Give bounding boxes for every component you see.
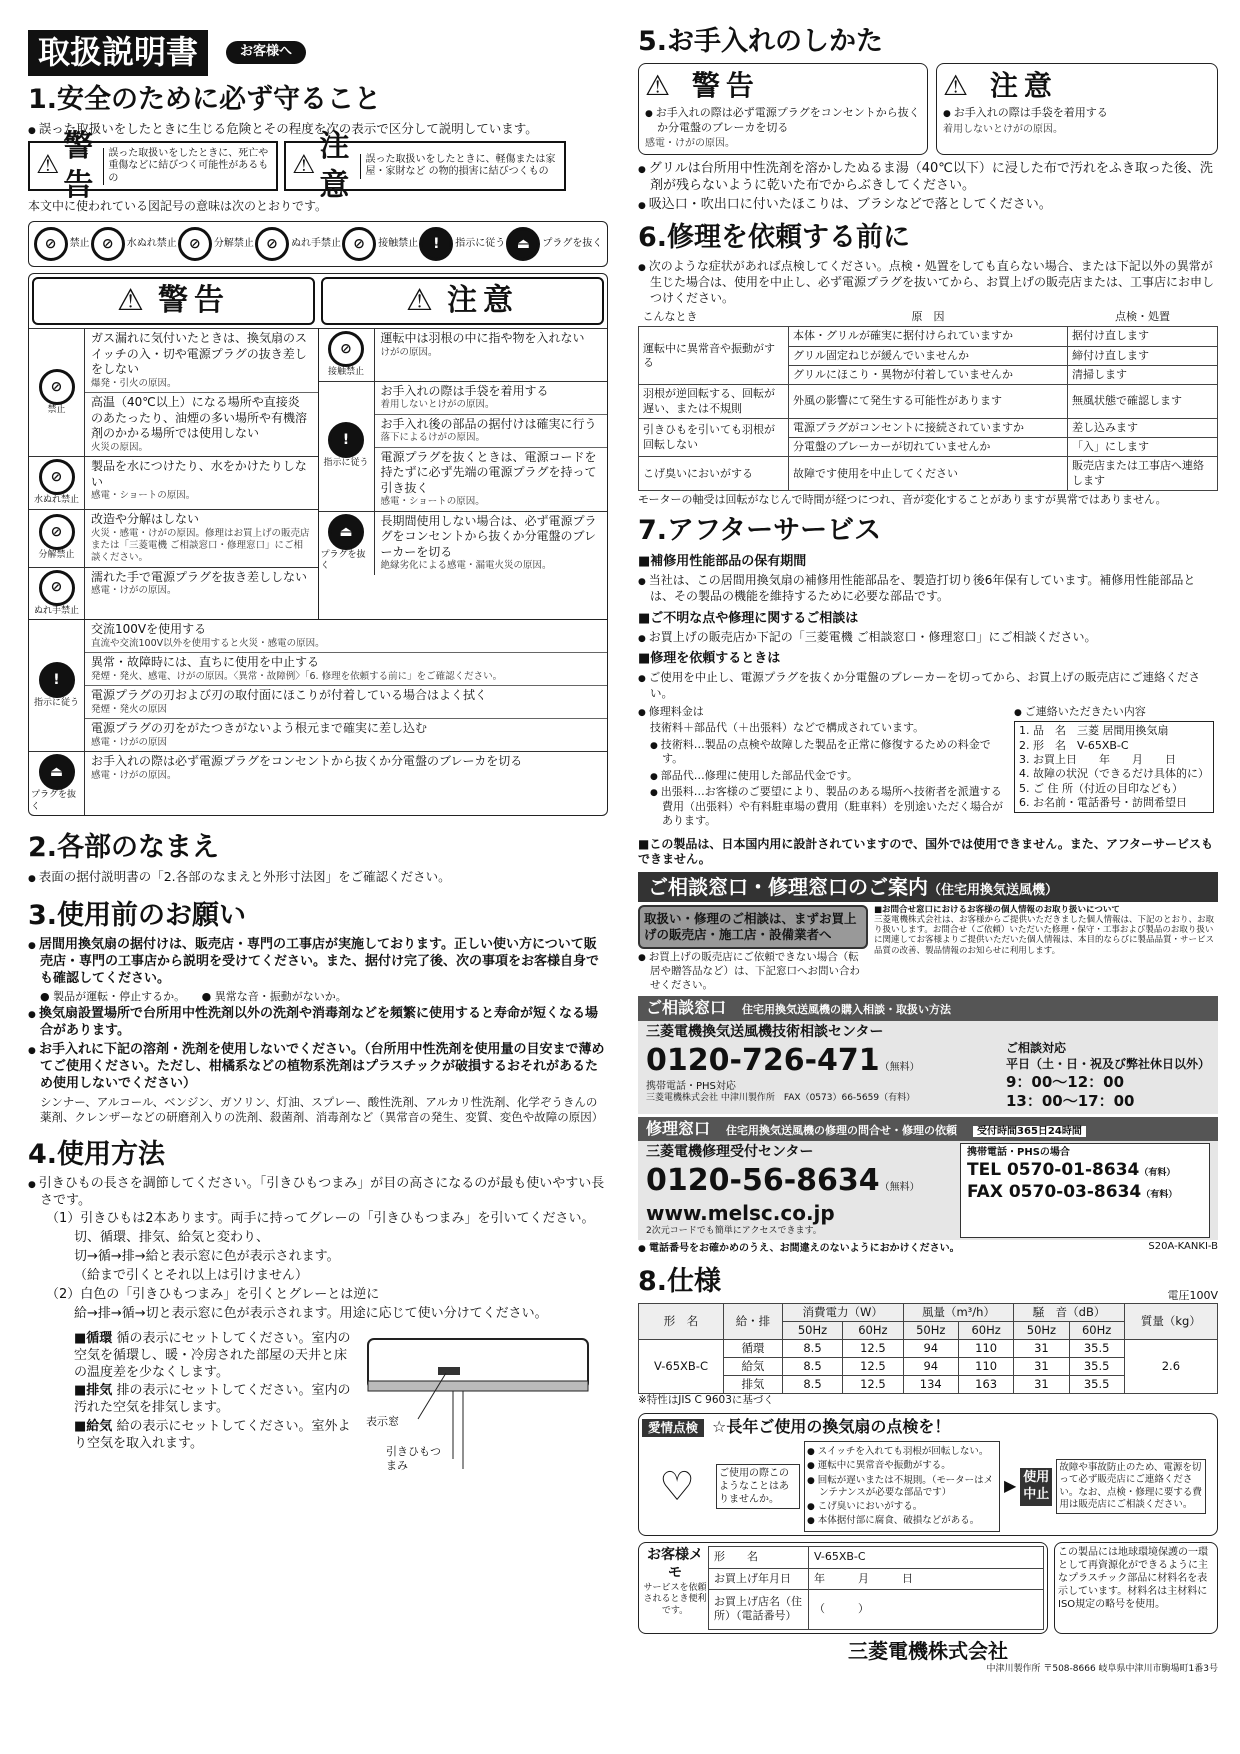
warning-header-icon: ⚠	[117, 283, 150, 319]
table-row: グリルにほこり・異物が付着していませんか 清掃します	[639, 366, 1218, 385]
table-row: こげ臭いにおいがする 故障です使用を中止してください 販売店または工事店へ連絡します	[639, 457, 1218, 491]
troubleshooting-table: こんなとき 原 因 点検・処置 運転中に異常音や振動がする 本体・グリルが確実に据付けられていますか 据付け直します グリル固定ねじが緩んでいませんか 締付け直します グリルにほこり・異物が付着していませんか 清掃します 羽根が逆回転する、回転が遅い、または不規則 外風の影響にて発生する可能性があります 無風状態で確認します 引きひもを引いても羽根が回転しない 電源プラグがコンセントに接続されていますか 差し込みます 分電盤のブレーカーが切れていませんか 「入」にします こげ臭いにおいがする 故障です使用を中止してください 販売店または工事店へ連絡します	[638, 308, 1218, 491]
doc-id: S20A-KANKI-B	[1148, 1241, 1218, 1253]
s7-h2: ■ ご不明な点や修理に関するご相談は	[638, 611, 1218, 628]
s5-b1: ● グリルは台所用中性洗剤を溶かしたぬるま湯（40℃以下）に浸した布で汚れをふき取った後、洗剤が残らないように乾いた布でからぶきしてください。	[638, 161, 1218, 195]
s6-intro: ● 次のような症状があれば点検してください。点検・処置をしても直らない場合、または下記以外の異常が生じた場合は、使用を中止し、必ず電源プラグを抜いてから、お買上げの販売店または、工事店にお申しつけください。	[638, 259, 1218, 306]
unplug-symbol: ⏏ プラグを抜く	[506, 227, 602, 261]
s2-text: ● 表面の据付説明書の「2.各部のなまえと外形寸法図」をご確認ください。	[28, 869, 608, 886]
table-row: グリル固定ねじが緩んでいませんか 締付け直します	[639, 346, 1218, 365]
s3-b1-notes: ● 製品が運転・停止するか。 ● 異常な音・振動がないか。	[40, 989, 347, 1003]
warning-group-no-disassembly: ⊘ 分解禁止 改造や分解はしない 火災・感電・けがの原因。修理はお買上げの販売店または「三菱電機 ご相談窓口・修理窓口」にご相談ください。	[29, 509, 318, 567]
warning-legend	[28, 129, 278, 204]
warning-item: 電源プラグの刃をがたつきがないよう根元まで確実に差し込む 感電・けがの原因	[91, 721, 428, 748]
voltage-note: 電圧100V	[1167, 1288, 1218, 1302]
s6-footer: モーターの軸受は回転がなじんで時間が経つにつれ、音が変化することがありますが異常ではありません。	[638, 493, 1167, 507]
s3-b2: ● 換気扇設置場所で台所用中性洗剤以外の洗剤や消毒剤などを頻繁に使用すると寿命が短くなる場合があります。	[28, 1006, 608, 1040]
warning-group-no-wet-hands: ⊘ ぬれ手禁止 濡れた手で電源プラグを抜き差ししない 感電・けがの原因。	[29, 567, 318, 620]
caution-group-no-touch: ⊘ 接触禁止 運転中は羽根の中に指や物を入れない けがの原因。	[319, 328, 608, 381]
s4-seq1: 切→循→排→給と表示窓に色が表示されます。	[74, 1249, 340, 1265]
section-2-title: 2.各部のなまえ	[28, 832, 220, 864]
warning-group-unplug: ⏏ プラグを抜く お手入れの際は必ず電源プラグをコンセントから抜くか分電盤のブレーカを切る 感電・けがの原因。	[29, 751, 607, 815]
consult-center-box: 三菱電機換気送風機技術相談センター 0120-726-471（無料） 携帯電話・PHS対応 三菱電機株式会社 中津川製作所 FAX（0573）66-5659（有料） ご相談対応 平日（土・日・祝及び弊社休日以外） 9：00〜12：00 13：00〜17：00	[638, 1021, 1218, 1113]
caution-triangle-icon: ⚠	[292, 150, 316, 181]
warning-items	[29, 328, 319, 619]
display-window-label: 表示窓	[366, 1414, 399, 1428]
consult-phone: 0120-726-471	[646, 1043, 880, 1079]
exclamation-icon: !	[39, 662, 75, 698]
warning-header: ⚠ 警告	[32, 277, 315, 325]
section-3-title: 3.使用前のお願い	[28, 900, 247, 932]
no-water-icon: ⊘	[39, 459, 75, 495]
section-4-title: 4.使用方法	[28, 1138, 166, 1170]
table-row: 引きひもを引いても羽根が回転しない 電源プラグがコンセントに接続されていますか 差し込みます	[639, 418, 1218, 437]
s3-b3: ● お手入れに下記の溶剤・洗剤を使用しないでください。（台所用中性洗剤を使用量の目安まで薄めてご使用ください。ただし、柑橘系などの植物系洗剤はプラスチックが破損するおそれがあるため使用しないでください）	[28, 1042, 608, 1093]
warning-item: 異常・故障時には、直ちに使用を中止する 発煙・発火、感電、けがの原因。〈異常・故障例〉「6. 修理を依頼する前に」をご確認ください。	[85, 653, 607, 686]
warning-item: 電源プラグの刃および刃の取付面にほこりが付着している場合はよく拭く 発煙・発火の原因	[85, 686, 607, 719]
contact-info-list: ● ご連絡いただきたい内容 1. 品 名 三菱 居間用換気扇 2. 形 名 V-65XB-C 3. お買上日 年 月 日 4. 故障の状況（できるだけ具体的に） 5. ご 住 所（付近の目印なども） 6. お名前・電話番号・訪問希望日	[1014, 703, 1214, 831]
unplug-icon: ⏏	[39, 754, 75, 790]
repair-phone: 0120-56-8634	[646, 1163, 880, 1199]
caution-triangle-icon: ⚠	[943, 69, 975, 103]
warning-triangle-icon: ⚠	[645, 69, 677, 103]
section-5-title: 5.お手入れのしかた	[638, 26, 884, 57]
warning-item: ガス漏れに気付いたときは、換気扇のスイッチの入・切や電源プラグの抜き差しをしない 爆発・引火の原因。	[85, 329, 318, 393]
warning-item: 濡れた手で電源プラグを抜き差ししない 感電・けがの原因。	[91, 569, 308, 597]
heart-plug-icon: ♡	[659, 1463, 695, 1510]
no-touch-icon: ⊘	[328, 331, 364, 367]
table-row: 羽根が逆回転する、回転が遅い、または不規則 外風の影響にて発生する可能性があります 無風状態で確認します	[639, 385, 1218, 419]
caution-item: 電源プラグを抜くときは、電源コードを持たずに必ず先端の電源プラグを持って引き抜く 感電・ショートの原因。	[380, 449, 597, 508]
s4-p2: （2）白色の「引きひもつまみ」を引くとグレーとは逆に	[46, 1286, 380, 1302]
caution-item: 長期間使用しない場合は、必ず電源プラグをコンセントから抜くか分電盤のブレーカーを切る 絶縁劣化による感電・漏電火災の原因。	[380, 513, 597, 572]
no-water-symbol: ⊘ 水ぬれ禁止	[91, 227, 177, 261]
inspection-title: ☆長年ご使用の換気扇の点検を！	[712, 1417, 951, 1437]
s7-t3: ● ご使用を中止し、電源プラグを抜くか分電盤のブレーカーを切ってから、お買上げの販売店にご連絡ください。	[638, 670, 1218, 701]
symbols-intro: 本文中に使われている図記号の意味は次のとおりです。	[28, 199, 328, 214]
mode-circulate-text: 循の表示にセットしてください。室内の空気を循環し、暖・冷房された部屋の天井と床の温度差を少なくします。	[74, 1330, 351, 1380]
caution-group-unplug: ⏏ プラグを抜く 長期間使用しない場合は、必ず電源プラグをコンセントから抜くか分電盤のブレーカーを切る 絶縁劣化による感電・漏電火災の原因。	[319, 511, 608, 575]
no-wet-hands-icon: ⊘	[39, 570, 75, 606]
mode-exhaust-heading: ■排気	[74, 1383, 113, 1399]
stop-use-label: 使用中止	[1020, 1468, 1052, 1506]
repair-center-box: 三菱電機修理受付センター 0120-56-8634（無料） www.melsc.co.jp 2次元コードでも簡単にアクセスできます。 携帯電話・PHSの場合 TEL 0570-01-8634（有料） FAX 0570-03-8634（有料）	[638, 1141, 1218, 1240]
care-warning-box: ⚠ 警告 ● お手入れの際は必ず電源プラグをコンセントから抜くか分電盤のブレーカを切る 感電・けがの原因。	[638, 63, 928, 155]
company-name: 三菱電機株式会社	[848, 1638, 1008, 1663]
caution-header-icon: ⚠	[406, 283, 439, 319]
table-row: 分電盤のブレーカーが切れていませんか 「入」にします	[639, 438, 1218, 457]
section-6-title: 6.修理を依頼する前に	[638, 222, 911, 254]
company-address: 中津川製作所 〒508-8666 岐阜県中津川市駒場町1番3号	[986, 1663, 1218, 1674]
caution-item: お手入れ後の部品の据付けは確実に行う 落下によるけがの原因。	[375, 415, 608, 448]
unplug-icon: ⏏	[506, 227, 540, 261]
inspection-label: 愛情点検	[642, 1419, 704, 1437]
inspection-box: 愛情点検 ☆長年ご使用の換気扇の点検を！ ♡ ご使用の際このようなことはありませんか。 ● スイッチを入れても羽根が回転しない。 ● 運転中に異常音や振動がする。 ● 回転が遅いまたは不規則。（モーターはメンテナンスが必要な部品です） ● こげ臭いにおいがする。 ● 本体据付部に腐食、破損などがある。 ▶ 使用中止 故障や事故防止のため、電源を切って必ず販売店にご連絡ください。なお、点検・修理に要する費用は販売店にご相談ください。	[638, 1413, 1218, 1536]
store-note: ● お買上げの販売店にご依頼できない場合（転居や贈答品など）は、下記窓口へお問い合わせください。	[638, 951, 868, 992]
warning-triangle-icon: ⚠	[36, 150, 60, 181]
caution-desc: 誤った取扱いをしたときに、軽傷または家屋・家財など の物的損害に結びつくもの	[360, 154, 558, 179]
caution-legend	[284, 129, 566, 204]
no-disassembly-symbol: ⊘ 分解禁止	[178, 227, 254, 261]
warning-item: 交流100Vを使用する 直流や交流100V以外を使用すると火災・感電の原因。	[85, 620, 607, 653]
s3-b1: ● 居間用換気扇の据付けは、販売店・専門の工事店が実施しております。正しい使い方について販売店・専門の工事店から説明を受けてください。また、据付け完了後、次の事項をお客様自身でも確認してください。	[28, 937, 608, 988]
caution-item: 運転中は羽根の中に指や物を入れない けがの原因。	[380, 330, 585, 358]
section-1-title: 1.安全のために必ず守ること	[28, 83, 382, 115]
no-disassembly-icon: ⊘	[39, 514, 75, 550]
eco-note: この製品には地球環境保護の一環として再資源化ができるように主なプラスチック部品に材料名を表示しています。材料名は主材料にISO規定の略号を使用。	[1054, 1542, 1218, 1634]
no-wet-hands-symbol: ⊘ ぬれ手禁止	[255, 227, 341, 261]
warning-item: お手入れの際は必ず電源プラグをコンセントから抜くか分電盤のブレーカを切る 感電・けがの原因。	[91, 753, 523, 781]
s7-t2: ● お買上げの販売店か下記の「三菱電機 ご相談窓口・修理窓口」にご相談ください。	[638, 630, 1218, 646]
s5-b2: ● 吸込口・吹出口に付いたほこりは、ブラシなどで落としてください。	[638, 197, 1218, 214]
repair-band: 修理窓口 住宅用換気送風機の修理の問合せ・修理の依頼 受付時間365日24時間	[638, 1117, 1218, 1142]
warning-item: 高温（40℃以上）になる場所や直接炎のあたったり、油煙の多い場所や有機溶剤のかかる場所では使用しない 火災の原因。	[91, 395, 308, 453]
s4-p1: （1）引きひもは2本あります。両手に持ってグレーの「引きひもつまみ」を引いてください。	[46, 1211, 595, 1227]
right-column: 5.お手入れのしかた ⚠ 警告 ● お手入れの際は必ず電源プラグをコンセントから抜くか分電盤のブレーカを切る 感電・けがの原因。 ⚠ 注意 ● お手入れの際は手袋を着用する 着用しないとけがの原因。 ● グリルは台所用中性洗剤を溶かしたぬるま湯（40℃以下）に浸した布で汚れをふき取った後、洗剤が残らないように乾いた布でからぶきしてください。 ● 吸込口・吹出口に付いたほこりは、ブラシなどで落としてください。 6.修理を依頼する前に ● 次のような症状があれば点検してください。点検・処置をしても直らない場合、または下記以外の異常が生じた場合は、使用を中止し、必ず電源プラグを抜いてから、お買上げの販売店または、工事店にお申しつけください。 こんなとき 原 因 点検・処置 運転中に異常音や振動がする 本体・グリルが確実に据付けられていますか 据付け直します グリル固定ねじが緩んでいませんか 締付け直します グリルにほこり・異物が付着していませんか 清掃します 羽根が逆回転する、回転が遅い、または不規則 外風の影響にて発生する可能性があります 無風状態で確認します 引きひもを引いても羽根が回転しない 電源プラグがコンセントに接続されていますか 差し込みます 分電盤のブレーカーが切れていませんか 「入」にします こげ臭いにおいがする 故障です使用を中止してください 販売店または工事店へ連絡します モーターの軸受は回転がなじんで時間が経つにつれ、音が変化することがありますが異常ではありません。 7.アフターサービス ■ 補修用性能部品の保有期間 ● 当社は、この居間用換気扇の補修用性能部品を、製造打切り後6年保有しています。補修用性能部品とは、その製品の機能を維持するために必要な部品です。 ■ ご不明な点や修理に関するご相談は ● お買上げの販売店か下記の「三菱電機 ご相談窓口・修理窓口」にご相談ください。 ■ 修理を依頼するときは ● ご使用を中止し、電源プラグを抜くか分電盤のブレーカーを切ってから、お買上げの販売店にご連絡ください。 ● 修理料金は 技術料＋部品代（＋出張料）などで構成されています。 ● 技術料…製品の点検や故障した製品を正常に修復するための料金です。 ● 部品代…修理に使用した部品代金です。 ● 出張料…お客様のご要望により、製品のある場所へ技術者を派遣する費用（出張料）や有料駐車場の費用（駐車料）を別途いただく場合があります。 ● ご連絡いただきたい内容 1. 品 名 三菱 居間用換気扇 2. 形 名 V-65XB-C 3. お買上日 年 月 日 4. 故障の状況（できるだけ具体的に） 5. ご 住 所（付近の目印なども） 6. お名前・電話番号・訪問希望日 ■ この製品は、日本国内用に設計されていますので、国外では使用できません。また、アフターサービスもできません。 ご相談窓口・修理窓口のご案内（住宅用換気送風機） 取扱い・修理のご相談は、まずお買上げの販売店・施工店・設備業者へ ● お買上げの販売店にご依頼できない場合（転居や贈答品など）は、下記窓口へお問い合わせください。 ■お問合せ窓口におけるお客様の個人情報のお取り扱いについて 三菱電機株式会社は、お客様からご提供いただきました個人情報は、下記のとおり、お取り扱いします。お問合せ（ご依頼）いただいた修理・保守・工事および製品のお取り扱いに関連してお客様よりご提供いただいた個人情報は、本目的ならびに製品品質・サービス品質の改善、製品情報のお知らせに利用します。 ご相談窓口 住宅用換気送風機の購入相談・取扱い方法 三菱電機換気送風機技術相談センター 0120-726-471（無料） 携帯電話・PHS対応 三菱電機株式会社 中津川製作所 FAX（0573）66-5659（有料） ご相談対応 平日（土・日・祝及び弊社休日以外） 9：00〜12：00 13：00〜17：00 修理窓口 住宅用換気送風機の修理の問合せ・修理の依頼 受付時間365日24時間 三菱電機修理受付センター 0120-56-8634（無料） www.melsc.co.jp 2次元コードでも簡単にアクセスできます。 携帯電話・PHSの場合 TEL 0570-01-8634（有料） FAX 0570-03-8634（有料） ● 電話番号をお確かめのうえ、お間違えのないようにおかけください。 S20A-KANKI-B 8.仕様 電圧100V 形 名 給・排 消費電力（W） 風量（m³/h） 騒 音（dB） 質量（kg） 50Hz 60Hz 50Hz 60Hz 50Hz 60Hz V-65XB-C 循環 8.5 12.5 94 110 31 35.5 2.6 給気 8.5 12.5 94 110 31 35.5 排気 8.5 12.5 134 163 31 35.5 ※特性はJIS C 9603に基づく 愛情点検 ☆長年ご使用の換気扇の点検を！ ♡ ご使用の際このようなことはありませんか。 ● スイッチを入れても羽根が回転しない。 ● 運転中に異常音や振動がする。 ● 回転が遅いまたは不規則。（モーターはメンテナンスが必要な部品です） ● こげ臭いにおいがする。 ● 本体据付部に腐食、破損などがある。 ▶ 使用中止 故障や事故防止のため、電源を切って必ず販売店にご連絡ください。なお、点検・修理に要する費用は販売店にご相談ください。 お客様メモ サービスを依頼されるとき便利です。 形 名 V-65XB-C お買上げ年月日 年 月 日 お買上げ店名（住所）（電話番号） （ ） この製品には地球環境保護の一環として再資源化ができるように主なプラスチック部品に材料名を表示しています。材料名は主材料にISO規定の略号を使用。 三菱電機株式会社 中津川製作所 〒508-8666 岐阜県中津川市駒場町1番3号	[638, 0, 1218, 1675]
mode-exhaust-text: 排の表示にセットしてください。室内の汚れた空気を排気します。	[74, 1383, 351, 1416]
warning-desc: 誤った取扱いをしたときに、死亡や重傷などに結びつく可能性があるもの	[103, 148, 270, 186]
domestic-use-note: ■ この製品は、日本国内用に設計されていますので、国外では使用できません。また、アフターサービスもできません。	[638, 837, 1218, 868]
table-row: 排気 8.5 12.5 134 163 31 35.5	[639, 1375, 1218, 1393]
ask-store-note: 取扱い・修理のご相談は、まずお買上げの販売店・施工店・設備業者へ	[638, 905, 868, 950]
table-row: 運転中に異常音や振動がする 本体・グリルが確実に据付けられていますか 据付け直します	[639, 327, 1218, 346]
section-8-title: 8.仕様	[638, 1265, 722, 1297]
warning-item: 製品を水につけたり、水をかけたりしない 感電・ショートの原因。	[91, 459, 307, 502]
s3-b3-note: シンナー、アルコール、ベンジン、ガソリン、灯油、スプレー、酸性洗剤、アルカリ性洗剤、化学ぞうきんの薬剤、クレンザーなどの研磨剤入りの洗剤、殺菌剤、消毒剤など（異常音の発生、変質、変色や故障の原因）	[40, 1094, 604, 1124]
tel-note: ● 電話番号をお確かめのうえ、お間違えのないようにおかけください。	[638, 1242, 960, 1256]
s1-intro: ● 誤った取扱いをしたときに生じる危険とその程度を次の表示で区分して説明しています。	[28, 121, 608, 138]
web-url: www.melsc.co.jp	[646, 1201, 835, 1226]
spec-table: 形 名 給・排 消費電力（W） 風量（m³/h） 騒 音（dB） 質量（kg） 50Hz 60Hz 50Hz 60Hz 50Hz 60Hz V-65XB-C 循環 8.5 12.5 94 110 31 35.5 2.6 給気 8.5 12.5 94 110 31 35.5 排気 8.5 12.5 134 163 31 35.5	[638, 1303, 1218, 1394]
privacy-notice: ■お問合せ窓口におけるお客様の個人情報のお取り扱いについて 三菱電機株式会社は、お客様からご提供いただきました個人情報は、下記のとおり、お取り扱いします。お問合せ（ご依頼）いただいた修理・保守・工事および製品のお取り扱いに関連してお客様よりご提供いただいた個人情報は、本目的ならびに製品品質・サービス品質の改善、製品情報のお知らせに利用します。	[874, 904, 1215, 956]
no-touch-symbol: ⊘ 接触禁止	[342, 227, 418, 261]
warning-label: 警告	[63, 129, 100, 204]
unplug-icon: ⏏	[328, 514, 364, 550]
exclamation-icon: !	[328, 422, 364, 458]
s4-b1: ● 引きひもの長さを調節してください。「引きひもつまみ」が目の高さになるのが最も使いやすい長さです。	[28, 1176, 608, 1210]
warning-item: 改造や分解はしない 火災・感電・けがの原因。修理はお買上げの販売店または「三菱電機 ご相談窓口・修理窓口」にご相談ください。	[91, 511, 310, 564]
mode-supply-text: 給の表示にセットしてください。室外より空気を取入れます。	[74, 1419, 351, 1452]
care-caution-box: ⚠ 注意 ● お手入れの際は手袋を着用する 着用しないとけがの原因。	[936, 63, 1218, 155]
prohibit-icon: ⊘	[39, 369, 75, 405]
symbol-legend-row	[28, 221, 608, 267]
customer-memo: お客様メモ サービスを依頼されるとき便利です。 形 名 V-65XB-C お買上げ年月日 年 月 日 お買上げ店名（住所）（電話番号） （ ）	[638, 1542, 1048, 1634]
caution-label: 注意	[319, 129, 356, 204]
caution-item: お手入れの際は手袋を着用する 着用しないとけがの原因。	[375, 382, 608, 415]
s4-seq2: 給→排→循→切と表示窓に色が表示されます。用途に応じて使い分けてください。	[74, 1305, 548, 1321]
consult-band: ご相談窓口 住宅用換気送風機の購入相談・取扱い方法	[638, 996, 1218, 1021]
exclamation-icon: !	[419, 227, 453, 261]
mode-supply-heading: ■給気	[74, 1419, 113, 1435]
warning-group-instruction: ! 指示に従う 交流100Vを使用する 直流や交流100V以外を使用すると火災・感電の原因。 異常・故障時には、直ちに使用を中止する 発煙・発火、感電、けがの原因。〈異常・故障例〉「6. 修理を依頼する前に」をご確認ください。 電源プラグの刃および刃の取付面にほこりが付着している場合はよく拭く 発煙・発火の原因 電源プラグの刃をがたつきがないよう根元まで確実に差し込む 感電・けがの原因	[29, 619, 607, 751]
prohibit-icon: ⊘	[34, 227, 68, 261]
table-row: V-65XB-C 循環 8.5 12.5 94 110 31 35.5 2.6	[639, 1339, 1218, 1357]
s4-p1c: （給まで引くとそれ以上は引けません）	[74, 1268, 309, 1284]
s4-p1b: 切、循環、排気、給気と変わり、	[74, 1230, 270, 1246]
fee-heading: ● 修理料金は	[638, 705, 1008, 720]
mode-circulate-heading: ■循環	[74, 1330, 113, 1346]
customer-badge: お客様へ	[226, 41, 306, 64]
no-water-icon: ⊘	[91, 227, 125, 261]
table-row: 給気 8.5 12.5 94 110 31 35.5	[639, 1357, 1218, 1375]
no-touch-icon: ⊘	[342, 227, 376, 261]
pull-cord-label: 引きひもつまみ	[386, 1444, 441, 1473]
fan-illustration	[358, 1329, 598, 1479]
caution-header: ⚠ 注意	[321, 277, 604, 325]
caution-group-instruction: ! 指示に従う お手入れの際は手袋を着用する 着用しないとけがの原因。 お手入れ後の部品の据付けは確実に行う 落下によるけがの原因。 電源プラグを抜くときは、電源コードを持たずに必ず先端の電源プラグを持って引き抜く 感電・ショートの原因。	[319, 381, 608, 511]
prohibit-symbol: ⊘ 禁止	[34, 227, 90, 261]
doc-title: 取扱説明書	[28, 30, 208, 76]
s7-h1: ■ 補修用性能部品の保有期間	[638, 554, 1218, 571]
severity-legend	[28, 129, 608, 204]
s7-t1: ● 当社は、この居間用換気扇の補修用性能部品を、製造打切り後6年保有しています。補修用性能部品とは、その製品の機能を維持するために必要な部品です。	[638, 573, 1218, 604]
caution-items	[319, 328, 608, 619]
no-wet-hands-icon: ⊘	[255, 227, 289, 261]
warning-group-no-water: ⊘ 水ぬれ禁止 製品を水につけたり、水をかけたりしない 感電・ショートの原因。	[29, 456, 318, 509]
section-7-title: 7.アフターサービス	[638, 515, 882, 547]
instruction-symbol: ! 指示に従う	[419, 227, 505, 261]
left-column	[28, 0, 608, 1479]
safety-table	[28, 273, 608, 816]
warning-group-prohibit: ⊘ 禁止 ガス漏れに気付いたときは、換気扇のスイッチの入・切や電源プラグの抜き差しをしない 爆発・引火の原因。 高温（40℃以上）になる場所や直接炎のあたったり、油煙の多い場所や有機溶剤のかかる場所では使用しない 火災の原因。	[29, 328, 318, 456]
jis-note: ※特性はJIS C 9603に基づく	[638, 1393, 774, 1406]
no-disassembly-icon: ⊘	[178, 227, 212, 261]
s7-h3: ■ 修理を依頼するときは	[638, 651, 1218, 668]
support-banner: ご相談窓口・修理窓口のご案内（住宅用換気送風機）	[638, 872, 1218, 902]
